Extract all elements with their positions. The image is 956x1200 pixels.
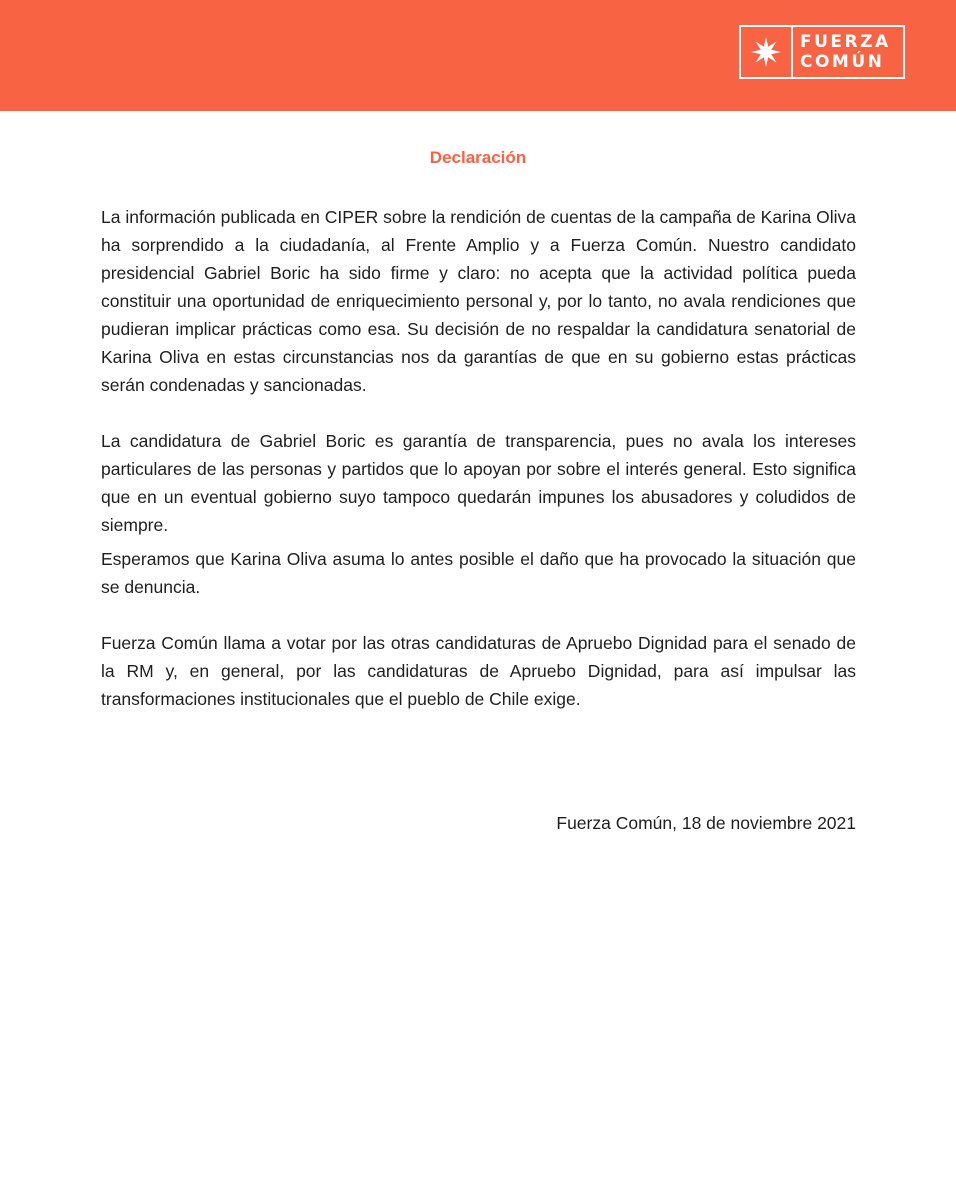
paragraph-3: Esperamos que Karina Oliva asuma lo antes posible el daño que ha provocado la situación que se denuncia. xyxy=(101,549,856,597)
header-band xyxy=(0,0,956,111)
paragraph-1: La información publicada en CIPER sobre la rendición de cuentas de la campaña de Karina Oliva ha sorprendido a la ciudadanía, al Frente Amplio y a Fuerza Común. Nuestro candidato presidencial Gabriel Boric ha sido firme y claro: no acepta que la actividad política pueda constituir una oportunidad de enriquecimiento personal y, por lo tanto, no avala rendiciones que pudieran implicar prácticas como esa. Su decisión de no respaldar la candidatura senatorial de Karina Oliva en estas circunstancias nos da garantías de que en su gobierno estas prácticas serán condenadas y sancionadas. xyxy=(101,207,856,395)
logo-text xyxy=(793,32,891,72)
signature-line: Fuerza Común, 18 de noviembre 2021 xyxy=(556,813,856,833)
logo-star-box xyxy=(741,27,793,77)
paragraph-2: La candidatura de Gabriel Boric es garantía de transparencia, pues no avala los intereses particulares de las personas y partidos que lo apoyan por sobre el interés general. Esto significa que en un eventual gobierno suyo tampoco quedarán impunes los abusadores y coludidos de siempre. xyxy=(101,431,856,535)
document-body xyxy=(101,203,856,713)
star-icon xyxy=(749,35,783,69)
logo-line-1: FUERZA xyxy=(800,32,891,52)
fuerza-comun-logo xyxy=(739,25,905,79)
paragraph-4: Fuerza Común llama a votar por las otras candidaturas de Apruebo Dignidad para el senado de la RM y, en general, por las candidaturas de Apruebo Dignidad, para así impulsar las transformaciones institucionales que el pueblo de Chile exige. xyxy=(101,633,856,709)
logo-line-2: COMÚN xyxy=(800,52,885,72)
document-title: Declaración xyxy=(429,148,527,167)
